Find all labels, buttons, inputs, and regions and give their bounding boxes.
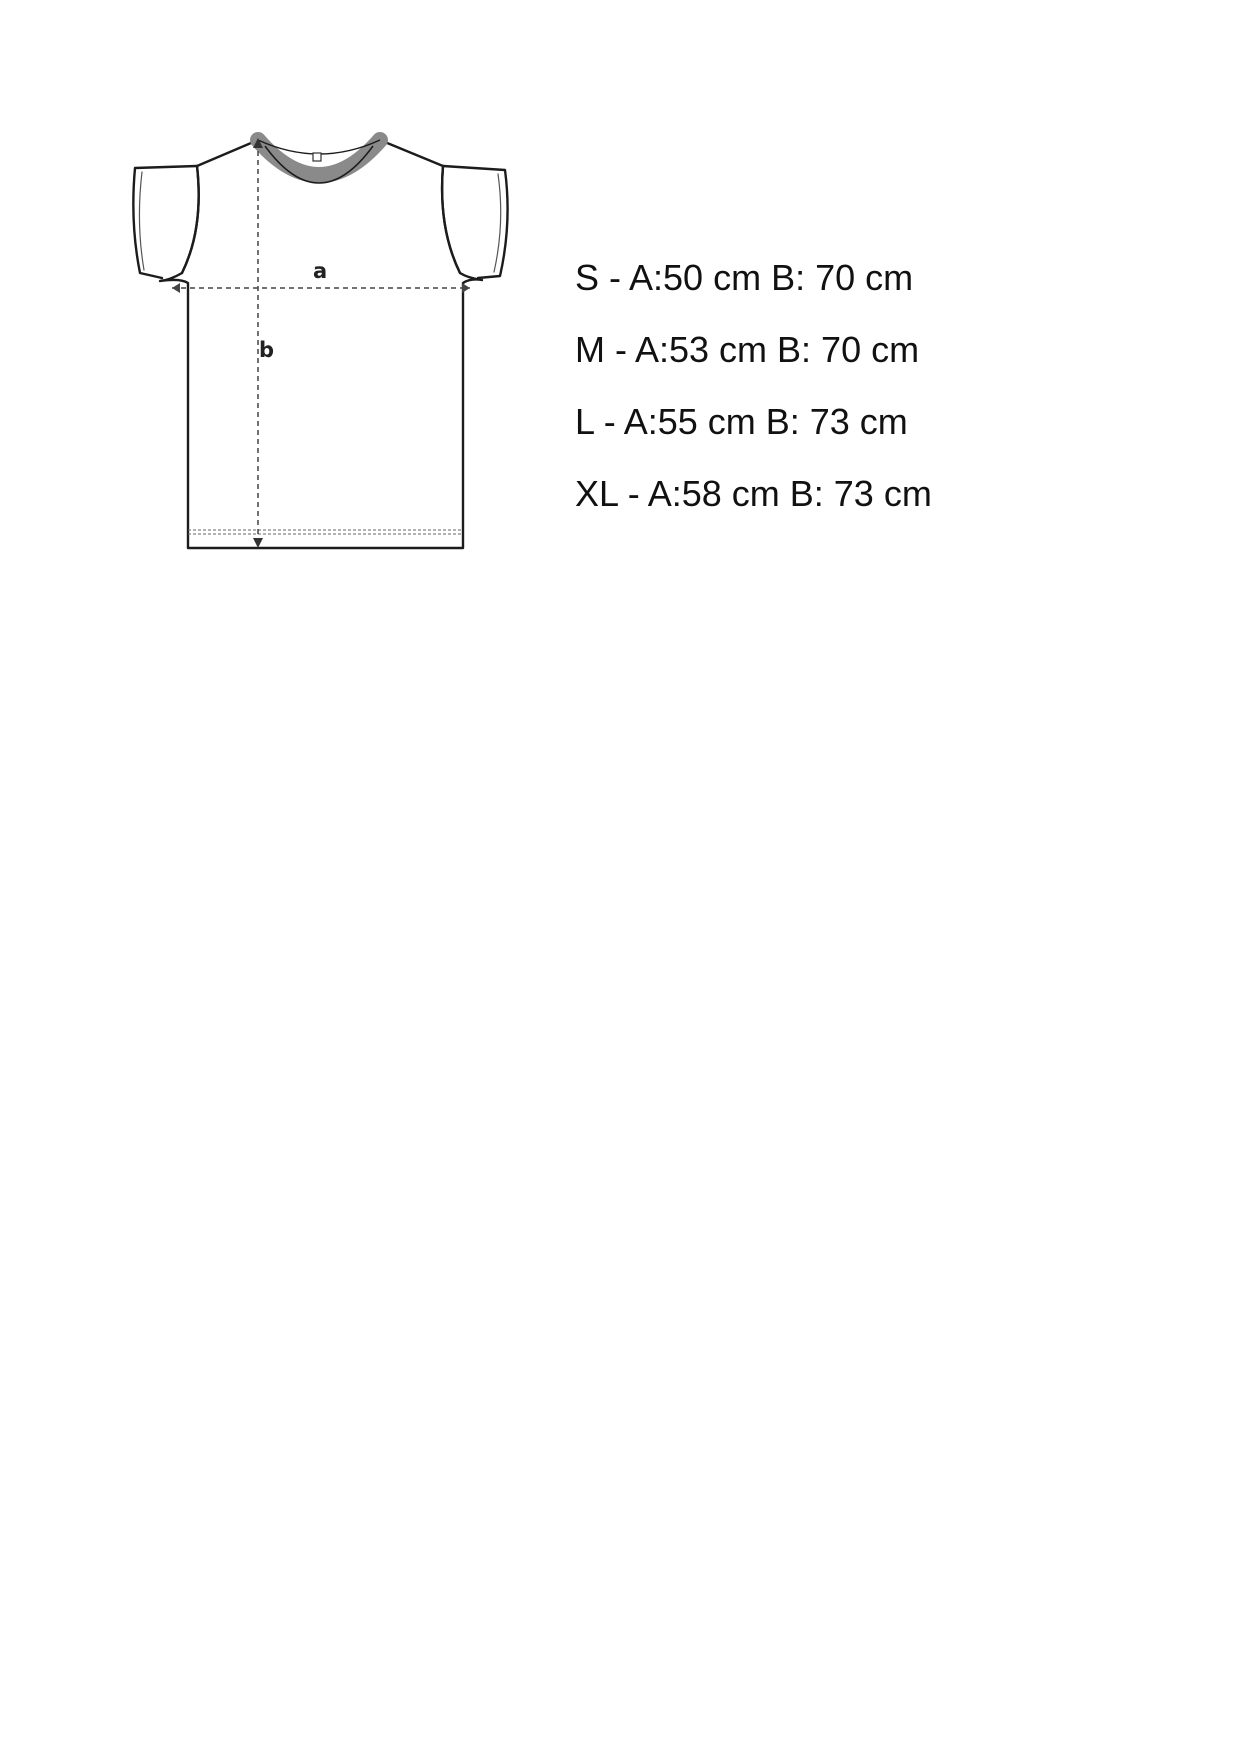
right-sleeve-cuff — [443, 166, 508, 278]
tshirt-diagram — [120, 128, 540, 568]
size-row-m — [575, 314, 995, 386]
dimension-b-label: b — [259, 338, 275, 362]
dimension-a-line — [172, 283, 470, 293]
tshirt-drawing — [120, 128, 540, 568]
size-table — [575, 242, 995, 530]
size-row-l — [575, 386, 995, 458]
size-row-xl — [575, 458, 995, 530]
size-row-s — [575, 242, 995, 314]
size-row-text: M - A:53 cm B: 70 cm — [575, 329, 920, 370]
neck-tag — [313, 153, 321, 161]
dimension-a-label: a — [313, 259, 328, 283]
size-row-text: L - A:55 cm B: 73 cm — [575, 401, 908, 442]
size-row-text: S - A:50 cm B: 70 cm — [575, 257, 914, 298]
tshirt-body-outline — [160, 140, 482, 548]
size-row-text: XL - A:58 cm B: 73 cm — [575, 473, 932, 514]
